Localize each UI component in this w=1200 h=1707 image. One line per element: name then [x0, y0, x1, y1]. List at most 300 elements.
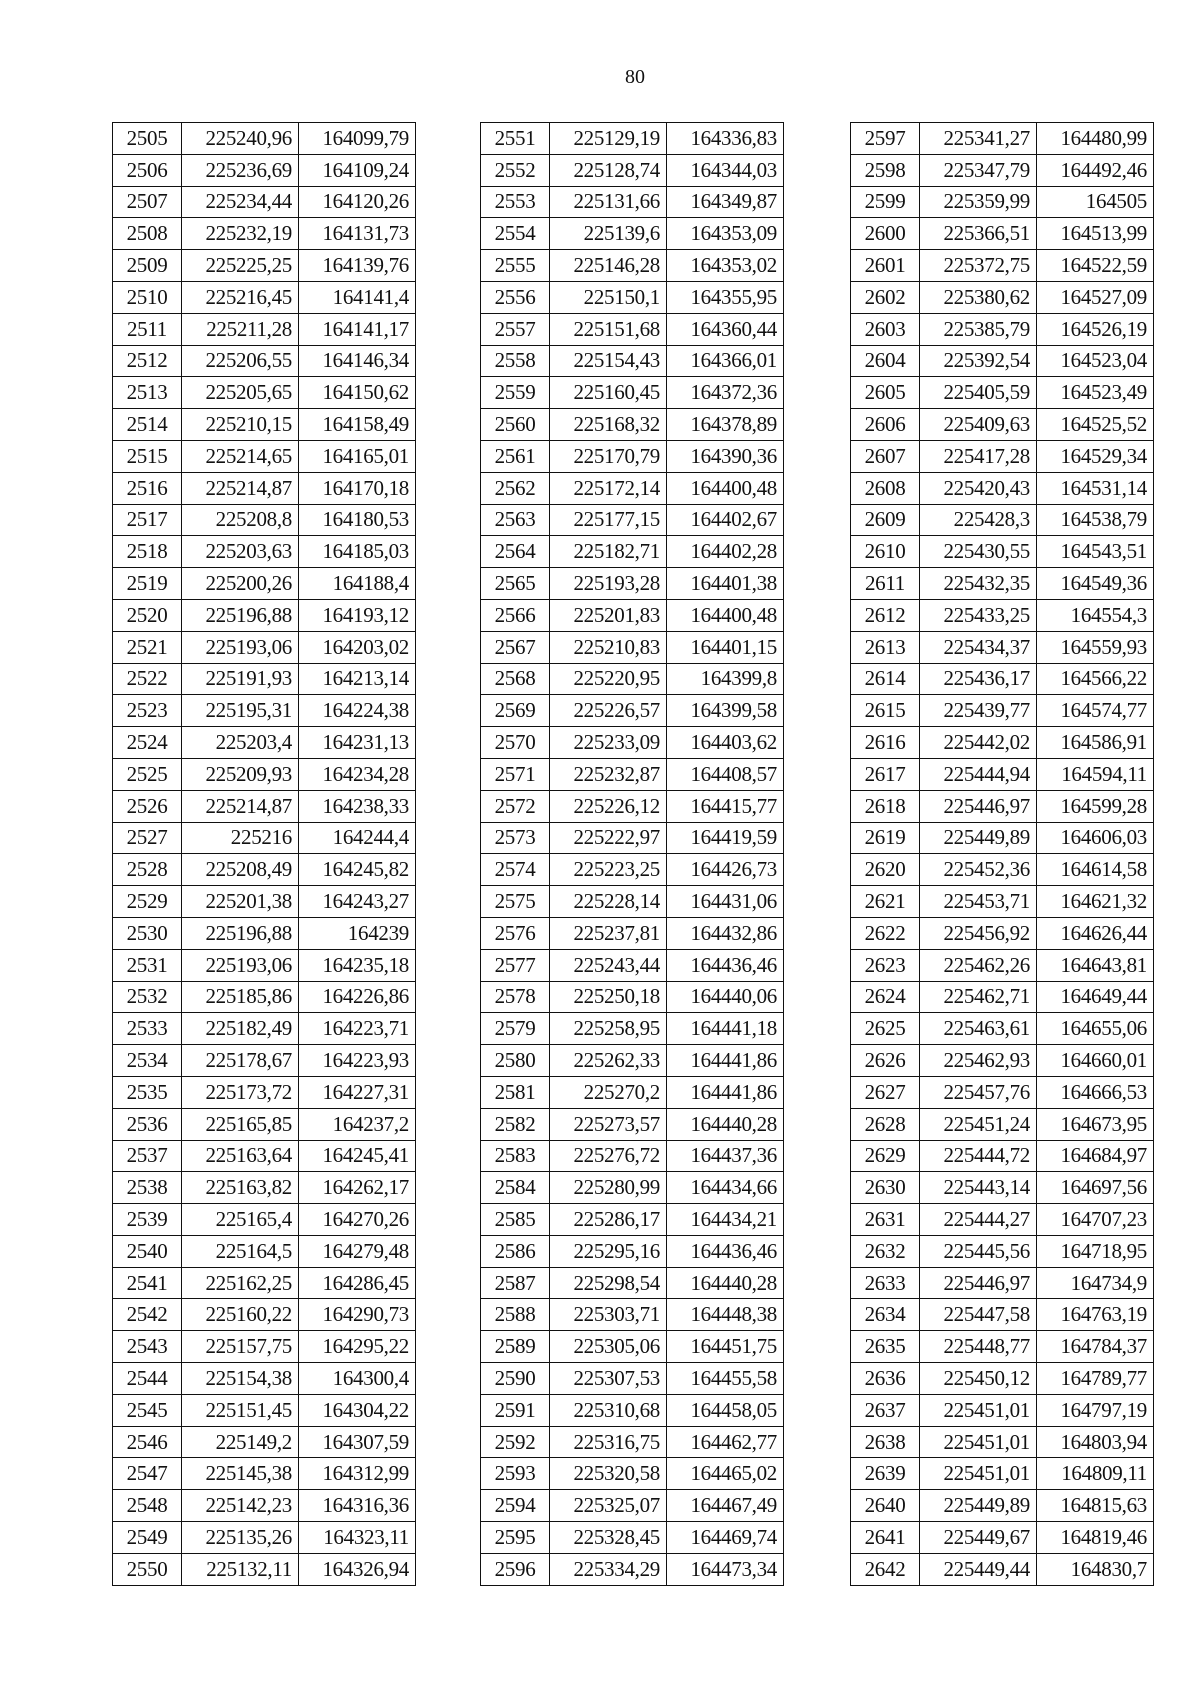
y-coordinate-cell: 164660,01 — [1037, 1045, 1154, 1077]
table-row — [481, 409, 784, 441]
point-number-cell: 2538 — [113, 1172, 182, 1204]
point-number-cell: 2560 — [481, 409, 550, 441]
y-coordinate-cell: 164538,79 — [1037, 504, 1154, 536]
table-row — [113, 1267, 416, 1299]
point-number-cell: 2573 — [481, 822, 550, 854]
y-coordinate-cell: 164304,22 — [299, 1394, 416, 1426]
y-coordinate-cell: 164408,57 — [667, 758, 784, 790]
x-coordinate-cell: 225420,43 — [920, 472, 1037, 504]
x-coordinate-cell: 225129,19 — [550, 123, 667, 155]
y-coordinate-cell: 164307,59 — [299, 1426, 416, 1458]
point-number-cell: 2563 — [481, 504, 550, 536]
table-row — [113, 727, 416, 759]
table-row — [481, 1204, 784, 1236]
point-number-cell: 2565 — [481, 568, 550, 600]
y-coordinate-cell: 164290,73 — [299, 1299, 416, 1331]
y-coordinate-cell: 164830,7 — [1037, 1553, 1154, 1585]
point-number-cell: 2544 — [113, 1363, 182, 1395]
x-coordinate-cell: 225163,64 — [182, 1140, 299, 1172]
point-number-cell: 2589 — [481, 1331, 550, 1363]
table-row — [113, 440, 416, 472]
point-number-cell: 2542 — [113, 1299, 182, 1331]
y-coordinate-cell: 164355,95 — [667, 281, 784, 313]
x-coordinate-cell: 225237,81 — [550, 917, 667, 949]
point-number-cell: 2633 — [851, 1267, 920, 1299]
table-row — [851, 409, 1154, 441]
x-coordinate-cell: 225462,93 — [920, 1045, 1037, 1077]
point-number-cell: 2516 — [113, 472, 182, 504]
x-coordinate-cell: 225160,22 — [182, 1299, 299, 1331]
point-number-cell: 2571 — [481, 758, 550, 790]
x-coordinate-cell: 225211,28 — [182, 313, 299, 345]
point-number-cell: 2529 — [113, 886, 182, 918]
y-coordinate-cell: 164223,71 — [299, 1013, 416, 1045]
page-number: 80 — [625, 66, 645, 88]
table-row — [113, 1299, 416, 1331]
x-coordinate-cell: 225446,97 — [920, 790, 1037, 822]
y-coordinate-cell: 164523,49 — [1037, 377, 1154, 409]
x-coordinate-cell: 225298,54 — [550, 1267, 667, 1299]
y-coordinate-cell: 164399,8 — [667, 663, 784, 695]
x-coordinate-cell: 225320,58 — [550, 1458, 667, 1490]
point-number-cell: 2534 — [113, 1045, 182, 1077]
y-coordinate-cell: 164763,19 — [1037, 1299, 1154, 1331]
x-coordinate-cell: 225359,99 — [920, 186, 1037, 218]
table-row — [481, 981, 784, 1013]
y-coordinate-cell: 164203,02 — [299, 631, 416, 663]
x-coordinate-cell: 225165,4 — [182, 1204, 299, 1236]
point-number-cell: 2522 — [113, 663, 182, 695]
y-coordinate-cell: 164803,94 — [1037, 1426, 1154, 1458]
point-number-cell: 2518 — [113, 536, 182, 568]
x-coordinate-cell: 225172,14 — [550, 472, 667, 504]
x-coordinate-cell: 225193,06 — [182, 631, 299, 663]
point-number-cell: 2533 — [113, 1013, 182, 1045]
y-coordinate-cell: 164419,59 — [667, 822, 784, 854]
point-number-cell: 2612 — [851, 599, 920, 631]
table-row — [851, 536, 1154, 568]
y-coordinate-cell: 164399,58 — [667, 695, 784, 727]
y-coordinate-cell: 164819,46 — [1037, 1522, 1154, 1554]
table-row — [481, 568, 784, 600]
x-coordinate-cell: 225457,76 — [920, 1076, 1037, 1108]
y-coordinate-cell: 164226,86 — [299, 981, 416, 1013]
point-number-cell: 2576 — [481, 917, 550, 949]
point-number-cell: 2532 — [113, 981, 182, 1013]
x-coordinate-cell: 225392,54 — [920, 345, 1037, 377]
point-number-cell: 2575 — [481, 886, 550, 918]
point-number-cell: 2523 — [113, 695, 182, 727]
x-coordinate-cell: 225449,89 — [920, 822, 1037, 854]
y-coordinate-cell: 164451,75 — [667, 1331, 784, 1363]
table-row — [481, 822, 784, 854]
table-row — [113, 568, 416, 600]
y-coordinate-cell: 164523,04 — [1037, 345, 1154, 377]
x-coordinate-cell: 225226,12 — [550, 790, 667, 822]
y-coordinate-cell: 164441,86 — [667, 1076, 784, 1108]
x-coordinate-cell: 225463,61 — [920, 1013, 1037, 1045]
y-coordinate-cell: 164353,09 — [667, 218, 784, 250]
x-coordinate-cell: 225135,26 — [182, 1522, 299, 1554]
x-coordinate-cell: 225203,63 — [182, 536, 299, 568]
table-row — [851, 1235, 1154, 1267]
x-coordinate-cell: 225417,28 — [920, 440, 1037, 472]
x-coordinate-cell: 225240,96 — [182, 123, 299, 155]
y-coordinate-cell: 164789,77 — [1037, 1363, 1154, 1395]
point-number-cell: 2613 — [851, 631, 920, 663]
point-number-cell: 2578 — [481, 981, 550, 1013]
point-number-cell: 2621 — [851, 886, 920, 918]
table-row — [851, 123, 1154, 155]
point-number-cell: 2598 — [851, 154, 920, 186]
y-coordinate-cell: 164434,66 — [667, 1172, 784, 1204]
table-row — [851, 917, 1154, 949]
y-coordinate-cell: 164279,48 — [299, 1235, 416, 1267]
x-coordinate-cell: 225430,55 — [920, 536, 1037, 568]
table-row — [113, 536, 416, 568]
x-coordinate-cell: 225372,75 — [920, 250, 1037, 282]
table-row — [481, 1140, 784, 1172]
point-number-cell: 2519 — [113, 568, 182, 600]
table-row — [851, 1363, 1154, 1395]
y-coordinate-cell: 164527,09 — [1037, 281, 1154, 313]
point-number-cell: 2595 — [481, 1522, 550, 1554]
y-coordinate-cell: 164400,48 — [667, 472, 784, 504]
point-number-cell: 2530 — [113, 917, 182, 949]
x-coordinate-cell: 225222,97 — [550, 822, 667, 854]
y-coordinate-cell: 164378,89 — [667, 409, 784, 441]
y-coordinate-cell: 164505 — [1037, 186, 1154, 218]
y-coordinate-cell: 164436,46 — [667, 949, 784, 981]
x-coordinate-cell: 225151,68 — [550, 313, 667, 345]
point-number-cell: 2508 — [113, 218, 182, 250]
point-number-cell: 2637 — [851, 1394, 920, 1426]
table-row — [113, 1140, 416, 1172]
table-row — [113, 758, 416, 790]
point-number-cell: 2617 — [851, 758, 920, 790]
x-coordinate-cell: 225236,69 — [182, 154, 299, 186]
point-number-cell: 2604 — [851, 345, 920, 377]
x-coordinate-cell: 225366,51 — [920, 218, 1037, 250]
table-row — [851, 981, 1154, 1013]
table-row — [851, 250, 1154, 282]
x-coordinate-cell: 225200,26 — [182, 568, 299, 600]
x-coordinate-cell: 225154,38 — [182, 1363, 299, 1395]
point-number-cell: 2592 — [481, 1426, 550, 1458]
y-coordinate-cell: 164366,01 — [667, 345, 784, 377]
table-row — [481, 536, 784, 568]
point-number-cell: 2526 — [113, 790, 182, 822]
y-coordinate-cell: 164170,18 — [299, 472, 416, 504]
x-coordinate-cell: 225201,38 — [182, 886, 299, 918]
point-number-cell: 2641 — [851, 1522, 920, 1554]
point-number-cell: 2521 — [113, 631, 182, 663]
x-coordinate-cell: 225196,88 — [182, 599, 299, 631]
point-number-cell: 2634 — [851, 1299, 920, 1331]
point-number-cell: 2511 — [113, 313, 182, 345]
y-coordinate-cell: 164234,28 — [299, 758, 416, 790]
y-coordinate-cell: 164522,59 — [1037, 250, 1154, 282]
point-number-cell: 2568 — [481, 663, 550, 695]
point-number-cell: 2618 — [851, 790, 920, 822]
table-row — [113, 599, 416, 631]
table-row — [481, 1522, 784, 1554]
y-coordinate-cell: 164526,19 — [1037, 313, 1154, 345]
table-row — [851, 186, 1154, 218]
point-number-cell: 2561 — [481, 440, 550, 472]
y-coordinate-cell: 164224,38 — [299, 695, 416, 727]
table-row — [851, 1553, 1154, 1585]
point-number-cell: 2601 — [851, 250, 920, 282]
x-coordinate-cell: 225273,57 — [550, 1108, 667, 1140]
table-row — [851, 854, 1154, 886]
table-row — [113, 1235, 416, 1267]
table-row — [851, 758, 1154, 790]
x-coordinate-cell: 225150,1 — [550, 281, 667, 313]
table-row — [851, 1076, 1154, 1108]
table-row — [481, 1045, 784, 1077]
point-number-cell: 2579 — [481, 1013, 550, 1045]
point-number-cell: 2610 — [851, 536, 920, 568]
x-coordinate-cell: 225334,29 — [550, 1553, 667, 1585]
x-coordinate-cell: 225193,06 — [182, 949, 299, 981]
x-coordinate-cell: 225163,82 — [182, 1172, 299, 1204]
point-number-cell: 2520 — [113, 599, 182, 631]
point-number-cell: 2548 — [113, 1490, 182, 1522]
x-coordinate-cell: 225444,27 — [920, 1204, 1037, 1236]
x-coordinate-cell: 225409,63 — [920, 409, 1037, 441]
x-coordinate-cell: 225151,45 — [182, 1394, 299, 1426]
table-row — [481, 1363, 784, 1395]
x-coordinate-cell: 225341,27 — [920, 123, 1037, 155]
x-coordinate-cell: 225449,44 — [920, 1553, 1037, 1585]
x-coordinate-cell: 225243,44 — [550, 949, 667, 981]
y-coordinate-cell: 164401,38 — [667, 568, 784, 600]
point-number-cell: 2569 — [481, 695, 550, 727]
x-coordinate-cell: 225303,71 — [550, 1299, 667, 1331]
y-coordinate-cell: 164529,34 — [1037, 440, 1154, 472]
point-number-cell: 2570 — [481, 727, 550, 759]
x-coordinate-cell: 225170,79 — [550, 440, 667, 472]
y-coordinate-cell: 164455,58 — [667, 1363, 784, 1395]
point-number-cell: 2539 — [113, 1204, 182, 1236]
y-coordinate-cell: 164559,93 — [1037, 631, 1154, 663]
y-coordinate-cell: 164231,13 — [299, 727, 416, 759]
table-row — [113, 154, 416, 186]
x-coordinate-cell: 225451,24 — [920, 1108, 1037, 1140]
x-coordinate-cell: 225450,12 — [920, 1363, 1037, 1395]
y-coordinate-cell: 164312,99 — [299, 1458, 416, 1490]
x-coordinate-cell: 225182,71 — [550, 536, 667, 568]
point-number-cell: 2524 — [113, 727, 182, 759]
table-row — [481, 186, 784, 218]
point-number-cell: 2630 — [851, 1172, 920, 1204]
x-coordinate-cell: 225193,28 — [550, 568, 667, 600]
point-number-cell: 2557 — [481, 313, 550, 345]
table-row — [481, 1299, 784, 1331]
table-row — [851, 1522, 1154, 1554]
table-row — [481, 1553, 784, 1585]
y-coordinate-cell: 164099,79 — [299, 123, 416, 155]
table-row — [851, 472, 1154, 504]
table-row — [851, 1140, 1154, 1172]
point-number-cell: 2556 — [481, 281, 550, 313]
table-row — [851, 886, 1154, 918]
table-row — [113, 1426, 416, 1458]
table-row — [113, 1013, 416, 1045]
y-coordinate-cell: 164432,86 — [667, 917, 784, 949]
x-coordinate-cell: 225142,23 — [182, 1490, 299, 1522]
x-coordinate-cell: 225139,6 — [550, 218, 667, 250]
x-coordinate-cell: 225295,16 — [550, 1235, 667, 1267]
y-coordinate-cell: 164437,36 — [667, 1140, 784, 1172]
x-coordinate-cell: 225448,77 — [920, 1331, 1037, 1363]
x-coordinate-cell: 225214,87 — [182, 472, 299, 504]
table-row — [851, 281, 1154, 313]
point-number-cell: 2628 — [851, 1108, 920, 1140]
table-row — [481, 886, 784, 918]
point-number-cell: 2572 — [481, 790, 550, 822]
point-number-cell: 2586 — [481, 1235, 550, 1267]
point-number-cell: 2606 — [851, 409, 920, 441]
point-number-cell: 2600 — [851, 218, 920, 250]
x-coordinate-cell: 225385,79 — [920, 313, 1037, 345]
table-row — [113, 1108, 416, 1140]
x-coordinate-cell: 225250,18 — [550, 981, 667, 1013]
x-coordinate-cell: 225226,57 — [550, 695, 667, 727]
x-coordinate-cell: 225206,55 — [182, 345, 299, 377]
table-row — [481, 313, 784, 345]
point-number-cell: 2540 — [113, 1235, 182, 1267]
y-coordinate-cell: 164360,44 — [667, 313, 784, 345]
table-row — [113, 1204, 416, 1236]
table-row — [481, 1013, 784, 1045]
point-number-cell: 2513 — [113, 377, 182, 409]
table-row — [481, 695, 784, 727]
point-number-cell: 2642 — [851, 1553, 920, 1585]
table-row — [481, 504, 784, 536]
y-coordinate-cell: 164784,37 — [1037, 1331, 1154, 1363]
point-number-cell: 2631 — [851, 1204, 920, 1236]
y-coordinate-cell: 164554,3 — [1037, 599, 1154, 631]
y-coordinate-cell: 164243,27 — [299, 886, 416, 918]
table-row — [851, 313, 1154, 345]
table-row — [481, 440, 784, 472]
table-row — [113, 472, 416, 504]
x-coordinate-cell: 225195,31 — [182, 695, 299, 727]
coordinates-table-3 — [850, 122, 1154, 1586]
table-row — [851, 663, 1154, 695]
table-row — [851, 568, 1154, 600]
point-number-cell: 2590 — [481, 1363, 550, 1395]
point-number-cell: 2619 — [851, 822, 920, 854]
x-coordinate-cell: 225164,5 — [182, 1235, 299, 1267]
y-coordinate-cell: 164440,06 — [667, 981, 784, 1013]
point-number-cell: 2583 — [481, 1140, 550, 1172]
point-number-cell: 2614 — [851, 663, 920, 695]
point-number-cell: 2536 — [113, 1108, 182, 1140]
y-coordinate-cell: 164120,26 — [299, 186, 416, 218]
y-coordinate-cell: 164245,41 — [299, 1140, 416, 1172]
y-coordinate-cell: 164531,14 — [1037, 472, 1154, 504]
table-row — [851, 218, 1154, 250]
table-row — [851, 727, 1154, 759]
table-row — [851, 377, 1154, 409]
table-row — [113, 1045, 416, 1077]
x-coordinate-cell: 225131,66 — [550, 186, 667, 218]
y-coordinate-cell: 164141,17 — [299, 313, 416, 345]
y-coordinate-cell: 164400,48 — [667, 599, 784, 631]
y-coordinate-cell: 164462,77 — [667, 1426, 784, 1458]
table-row — [851, 1108, 1154, 1140]
y-coordinate-cell: 164473,34 — [667, 1553, 784, 1585]
point-number-cell: 2543 — [113, 1331, 182, 1363]
point-number-cell: 2562 — [481, 472, 550, 504]
y-coordinate-cell: 164426,73 — [667, 854, 784, 886]
x-coordinate-cell: 225449,89 — [920, 1490, 1037, 1522]
y-coordinate-cell: 164270,26 — [299, 1204, 416, 1236]
y-coordinate-cell: 164245,82 — [299, 854, 416, 886]
point-number-cell: 2581 — [481, 1076, 550, 1108]
point-number-cell: 2629 — [851, 1140, 920, 1172]
table-row — [851, 1267, 1154, 1299]
table-row — [113, 1553, 416, 1585]
point-number-cell: 2609 — [851, 504, 920, 536]
table-row — [481, 154, 784, 186]
table-row — [851, 631, 1154, 663]
table-row — [851, 440, 1154, 472]
y-coordinate-cell: 164431,06 — [667, 886, 784, 918]
x-coordinate-cell: 225234,44 — [182, 186, 299, 218]
point-number-cell: 2554 — [481, 218, 550, 250]
x-coordinate-cell: 225328,45 — [550, 1522, 667, 1554]
y-coordinate-cell: 164262,17 — [299, 1172, 416, 1204]
x-coordinate-cell: 225453,71 — [920, 886, 1037, 918]
y-coordinate-cell: 164594,11 — [1037, 758, 1154, 790]
x-coordinate-cell: 225442,02 — [920, 727, 1037, 759]
y-coordinate-cell: 164614,58 — [1037, 854, 1154, 886]
table-row — [113, 186, 416, 218]
table-row — [113, 790, 416, 822]
y-coordinate-cell: 164244,4 — [299, 822, 416, 854]
x-coordinate-cell: 225258,95 — [550, 1013, 667, 1045]
x-coordinate-cell: 225428,3 — [920, 504, 1037, 536]
x-coordinate-cell: 225208,8 — [182, 504, 299, 536]
table-row — [851, 1394, 1154, 1426]
x-coordinate-cell: 225191,93 — [182, 663, 299, 695]
x-coordinate-cell: 225462,26 — [920, 949, 1037, 981]
point-number-cell: 2507 — [113, 186, 182, 218]
y-coordinate-cell: 164238,33 — [299, 790, 416, 822]
x-coordinate-cell: 225149,2 — [182, 1426, 299, 1458]
y-coordinate-cell: 164566,22 — [1037, 663, 1154, 695]
y-coordinate-cell: 164606,03 — [1037, 822, 1154, 854]
y-coordinate-cell: 164141,4 — [299, 281, 416, 313]
table-row — [113, 123, 416, 155]
table-row — [481, 1076, 784, 1108]
point-number-cell: 2585 — [481, 1204, 550, 1236]
x-coordinate-cell: 225305,06 — [550, 1331, 667, 1363]
y-coordinate-cell: 164673,95 — [1037, 1108, 1154, 1140]
x-coordinate-cell: 225452,36 — [920, 854, 1037, 886]
table-row — [113, 631, 416, 663]
y-coordinate-cell: 164402,28 — [667, 536, 784, 568]
x-coordinate-cell: 225154,43 — [550, 345, 667, 377]
y-coordinate-cell: 164109,24 — [299, 154, 416, 186]
y-coordinate-cell: 164300,4 — [299, 1363, 416, 1395]
y-coordinate-cell: 164146,34 — [299, 345, 416, 377]
y-coordinate-cell: 164586,91 — [1037, 727, 1154, 759]
